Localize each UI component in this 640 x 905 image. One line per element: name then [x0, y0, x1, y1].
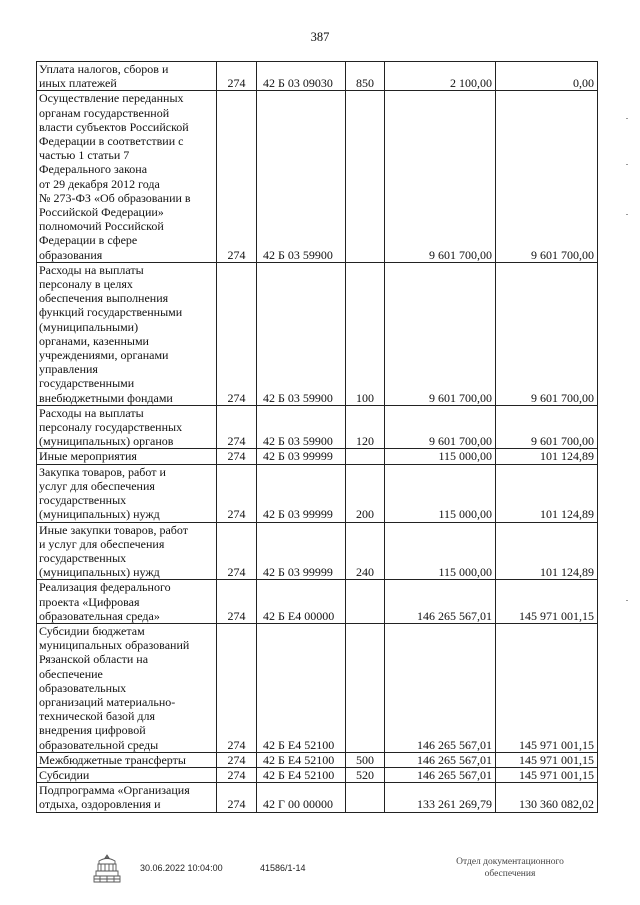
table-row	[37, 783, 598, 812]
table-row	[37, 62, 598, 91]
planned-amount-cell: 9 601 700,00	[385, 91, 496, 262]
table-row	[37, 464, 598, 522]
expense-kind-cell	[346, 783, 385, 812]
target-article-cell: 42 Б 03 99999	[257, 449, 346, 464]
ministry-code-cell: 274	[217, 405, 257, 449]
row-name-cell: Реализация федерального проекта «Цифровая образовательная среда»	[37, 580, 217, 624]
actual-amount-cell: 145 971 001,15	[496, 767, 598, 782]
coat-of-arms-icon	[90, 852, 124, 888]
table-row	[37, 580, 598, 624]
row-name-cell: Субсидии	[37, 767, 217, 782]
planned-amount-cell: 9 601 700,00	[385, 262, 496, 405]
planned-amount-cell: 146 265 567,01	[385, 623, 496, 752]
expense-kind-cell: 240	[346, 522, 385, 580]
row-name-cell: Уплата налогов, сборов и иных платежей	[37, 62, 217, 91]
planned-amount-cell: 115 000,00	[385, 449, 496, 464]
footer-department-line1: Отдел документационного	[456, 857, 564, 867]
table-row	[37, 405, 598, 449]
ministry-code-cell: 274	[217, 91, 257, 262]
row-name-cell: Подпрограмма «Организация отдыха, оздоровления и	[37, 783, 217, 812]
actual-amount-cell: 130 360 082,02	[496, 783, 598, 812]
actual-amount-cell: 101 124,89	[496, 464, 598, 522]
scan-edge-mark	[626, 164, 628, 165]
target-article-cell: 42 Б Е4 52100	[257, 623, 346, 752]
planned-amount-cell: 115 000,00	[385, 464, 496, 522]
expense-kind-cell: 100	[346, 262, 385, 405]
footer-registration-number: 41586/1-14	[260, 863, 306, 873]
target-article-cell: 42 Б 03 59900	[257, 405, 346, 449]
planned-amount-cell: 146 265 567,01	[385, 580, 496, 624]
planned-amount-cell: 115 000,00	[385, 522, 496, 580]
actual-amount-cell: 101 124,89	[496, 449, 598, 464]
actual-amount-cell: 9 601 700,00	[496, 262, 598, 405]
planned-amount-cell: 146 265 567,01	[385, 767, 496, 782]
ministry-code-cell: 274	[217, 62, 257, 91]
target-article-cell: 42 Б 03 99999	[257, 522, 346, 580]
table-row	[37, 449, 598, 464]
planned-amount-cell: 9 601 700,00	[385, 405, 496, 449]
ministry-code-cell: 274	[217, 783, 257, 812]
target-article-cell: 42 Б Е4 00000	[257, 580, 346, 624]
actual-amount-cell: 9 601 700,00	[496, 405, 598, 449]
page-number: 387	[310, 30, 330, 44]
ministry-code-cell: 274	[217, 262, 257, 405]
expense-kind-cell: 520	[346, 767, 385, 782]
ministry-code-cell: 274	[217, 522, 257, 580]
scan-edge-mark	[626, 118, 628, 119]
actual-amount-cell: 145 971 001,15	[496, 623, 598, 752]
target-article-cell: 42 Г 00 00000	[257, 783, 346, 812]
actual-amount-cell: 101 124,89	[496, 522, 598, 580]
table-row	[37, 623, 598, 752]
ministry-code-cell: 274	[217, 464, 257, 522]
ministry-code-cell: 274	[217, 449, 257, 464]
planned-amount-cell: 133 261 269,79	[385, 783, 496, 812]
ministry-code-cell: 274	[217, 580, 257, 624]
table-row	[37, 91, 598, 262]
row-name-cell: Иные закупки товаров, работ и услуг для обеспечения государственных (муниципальных) нужд	[37, 522, 217, 580]
actual-amount-cell: 145 971 001,15	[496, 580, 598, 624]
expense-kind-cell: 500	[346, 752, 385, 767]
expense-kind-cell: 200	[346, 464, 385, 522]
target-article-cell: 42 Б 03 09030	[257, 62, 346, 91]
target-article-cell: 42 Б Е4 52100	[257, 767, 346, 782]
page-footer	[0, 852, 640, 892]
row-name-cell: Межбюджетные трансферты	[37, 752, 217, 767]
actual-amount-cell: 145 971 001,15	[496, 752, 598, 767]
row-name-cell: Закупка товаров, работ и услуг для обеспечения государственных (муниципальных) нужд	[37, 464, 217, 522]
expense-kind-cell	[346, 449, 385, 464]
scan-edge-mark	[626, 600, 628, 601]
table-row	[37, 522, 598, 580]
expense-kind-cell	[346, 623, 385, 752]
row-name-cell: Субсидии бюджетам муниципальных образований Рязанской области на обеспечение образовательных организаций материально- технической базой для внедрения цифровой образовательной среды	[37, 623, 217, 752]
actual-amount-cell: 9 601 700,00	[496, 91, 598, 262]
row-name-cell: Расходы на выплаты персоналу государственных (муниципальных) органов	[37, 405, 217, 449]
expense-kind-cell	[346, 91, 385, 262]
footer-department-line2: обеспечения	[484, 869, 536, 879]
target-article-cell: 42 Б Е4 52100	[257, 752, 346, 767]
actual-amount-cell: 0,00	[496, 62, 598, 91]
expense-kind-cell: 120	[346, 405, 385, 449]
scan-edge-mark	[626, 214, 628, 215]
table-row	[37, 767, 598, 782]
ministry-code-cell: 274	[217, 752, 257, 767]
expense-kind-cell: 850	[346, 62, 385, 91]
planned-amount-cell: 2 100,00	[385, 62, 496, 91]
table-row	[37, 752, 598, 767]
budget-table	[36, 61, 598, 813]
table-row	[37, 262, 598, 405]
footer-department-stamp	[430, 856, 590, 880]
planned-amount-cell: 146 265 567,01	[385, 752, 496, 767]
footer-timestamp: 30.06.2022 10:04:00	[140, 863, 223, 873]
row-name-cell: Иные мероприятия	[37, 449, 217, 464]
expense-kind-cell	[346, 580, 385, 624]
row-name-cell: Расходы на выплаты персоналу в целях обеспечения выполнения функций государственными (муниципальными) органами, казенными учреждениями, органами управления государственными внебюджетными фондами	[37, 262, 217, 405]
target-article-cell: 42 Б 03 59900	[257, 91, 346, 262]
ministry-code-cell: 274	[217, 767, 257, 782]
row-name-cell: Осуществление переданных органам государственной власти субъектов Российской Федерации в соответствии с частью 1 статьи 7 Федерального закона от 29 декабря 2012 года № 273-ФЗ «Об образовании в Российской Федерации» полномочий Российской Федерации в сфере образования	[37, 91, 217, 262]
target-article-cell: 42 Б 03 59900	[257, 262, 346, 405]
target-article-cell: 42 Б 03 99999	[257, 464, 346, 522]
ministry-code-cell: 274	[217, 623, 257, 752]
